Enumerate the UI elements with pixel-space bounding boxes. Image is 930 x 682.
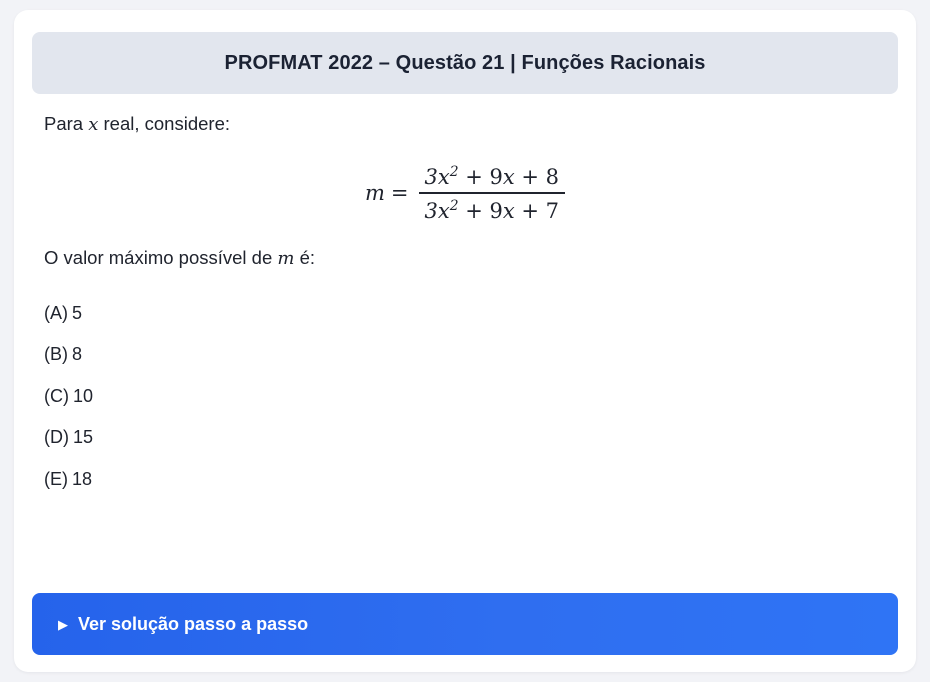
equation-display — [32, 164, 898, 223]
num-var2: x — [502, 165, 515, 189]
option-a[interactable] — [44, 303, 898, 325]
option-d[interactable] — [44, 427, 898, 449]
option-e-label: (E) — [44, 468, 68, 489]
play-triangle-icon: ▶ — [58, 616, 68, 632]
num-tail: + 8 — [514, 165, 560, 189]
option-c[interactable] — [44, 386, 898, 408]
equation-lhs: m — [364, 181, 385, 206]
den-rest: + 9 — [458, 198, 503, 223]
prompt-text — [44, 110, 898, 138]
den-var: x — [437, 198, 450, 223]
question-text — [44, 247, 898, 269]
question-card — [14, 10, 916, 672]
show-solution-button[interactable] — [32, 593, 898, 655]
num-var: x — [437, 165, 450, 189]
question-text-after: é: — [294, 246, 316, 268]
fraction-denominator — [419, 194, 566, 223]
num-coef: 3 — [424, 165, 438, 189]
equation-equals: = — [390, 181, 409, 206]
den-var2: x — [502, 198, 515, 223]
den-exponent: 2 — [449, 197, 459, 214]
question-body — [32, 110, 898, 511]
fraction-numerator — [419, 164, 566, 192]
option-a-label: (A) — [44, 302, 68, 323]
option-b-label: (B) — [44, 344, 68, 365]
option-c-label: (C) — [44, 385, 69, 406]
question-variable: m — [277, 247, 295, 269]
den-tail: + 7 — [514, 198, 560, 223]
num-rest: + 9 — [458, 165, 503, 189]
question-text-before: O valor máximo possível de — [44, 246, 278, 268]
show-solution-label: Ver solução passo a passo — [78, 613, 309, 634]
option-d-value: 15 — [73, 427, 94, 448]
options-list — [44, 303, 898, 491]
option-a-value: 5 — [72, 302, 83, 323]
fraction — [419, 164, 566, 223]
option-b[interactable] — [44, 344, 898, 366]
option-e-value: 18 — [72, 468, 93, 489]
option-b-value: 8 — [72, 344, 83, 365]
prompt-text-after: real, considere: — [98, 113, 230, 134]
num-exponent: 2 — [449, 164, 459, 180]
option-c-value: 10 — [73, 385, 94, 406]
den-coef: 3 — [424, 198, 438, 223]
prompt-text-before: Para — [44, 113, 89, 134]
option-d-label: (D) — [44, 427, 69, 448]
question-header — [32, 32, 898, 94]
page-title: PROFMAT 2022 – Questão 21 | Funções Racionais — [224, 51, 706, 74]
prompt-variable: x — [88, 114, 99, 135]
option-e[interactable] — [44, 469, 898, 491]
